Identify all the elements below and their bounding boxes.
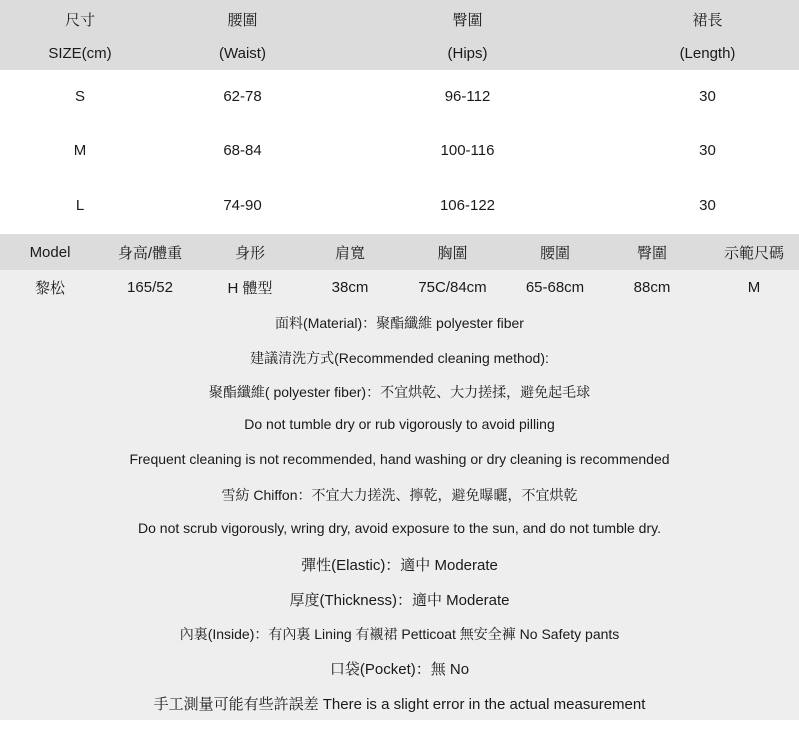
note-pocket: 口袋(Pocket)：無 No: [329, 661, 470, 678]
waist-cell: 68-84: [223, 142, 262, 159]
header-size-en: SIZE(cm): [48, 45, 112, 62]
note-frequent-cleaning: Frequent cleaning is not recommended, hand washing or dry cleaning is recommended: [129, 451, 670, 467]
model-header-cell: 身形: [234, 244, 265, 262]
model-header-cell: 臀圍: [636, 244, 667, 262]
model-cell: 88cm: [633, 279, 671, 296]
product-notes: [0, 305, 799, 720]
hips-cell: 96-112: [444, 88, 491, 105]
model-header-cell: 胸圍: [437, 244, 468, 262]
header-hips-en: (Hips): [447, 45, 488, 62]
model-cell: M: [747, 279, 761, 296]
size-row-l: [0, 179, 799, 233]
note-thickness: 厚度(Thickness)：適中 Moderate: [289, 592, 510, 609]
model-cell: 75C/84cm: [418, 279, 487, 296]
header-length-en: (Length): [679, 45, 736, 62]
header-length-zh: 裙長: [692, 12, 723, 29]
size-cell: M: [73, 142, 87, 159]
header-hips-zh: 臀圍: [452, 12, 483, 29]
length-cell: 30: [699, 88, 716, 105]
size-row-m: [0, 124, 799, 178]
waist-cell: 74-90: [223, 197, 262, 214]
length-cell: 30: [699, 142, 716, 159]
model-cell: 65-68cm: [525, 279, 585, 296]
size-cell: S: [74, 88, 85, 105]
size-table-header: [0, 0, 799, 70]
header-waist-en: (Waist): [219, 45, 266, 62]
size-cell: L: [75, 197, 85, 214]
hips-cell: 106-122: [439, 197, 496, 214]
note-polyester-care: 聚酯纖維( polyester fiber)：不宜烘乾、大力搓揉，避免起毛球: [208, 384, 591, 400]
note-measurement-error: 手工測量可能有些許誤差 There is a slight error in the actual measurement: [153, 696, 646, 713]
model-table-header: [0, 234, 799, 270]
model-cell: 165/52: [127, 279, 173, 296]
model-table: [0, 234, 799, 305]
note-inside: 內裏(Inside)：有內裏 Lining 有襯裙 Petticoat 無安全褲 No Safety pants: [179, 626, 620, 642]
header-waist-zh: 腰圍: [227, 12, 258, 29]
hips-cell: 100-116: [440, 142, 495, 159]
model-header-cell: 示範尺碼: [723, 244, 784, 262]
header-size-zh: 尺寸: [64, 12, 95, 29]
note-elastic: 彈性(Elastic)：適中 Moderate: [301, 557, 498, 574]
note-chiffon-care-en: Do not scrub vigorously, wring dry, avoid exposure to the sun, and do not tumble dry.: [138, 520, 661, 536]
model-cell: 黎松: [34, 280, 65, 297]
note-cleaning-title: 建議清洗方式(Recommended cleaning method):: [250, 350, 549, 366]
size-row-s: [0, 70, 799, 124]
size-table: [0, 0, 799, 214]
model-header-cell: 身高/體重: [117, 244, 183, 262]
model-table-row: [0, 270, 799, 305]
model-header-cell: 腰圍: [539, 244, 570, 262]
waist-cell: 62-78: [223, 88, 262, 105]
model-header-cell: 肩寬: [334, 244, 365, 262]
note-material: 面料(Material)：聚酯纖維 polyester fiber: [275, 315, 524, 331]
note-pilling: Do not tumble dry or rub vigorously to avoid pilling: [244, 416, 555, 432]
length-cell: 30: [699, 197, 716, 214]
note-chiffon-care: 雪紡 Chiffon：不宜大力搓洗、擰乾，避免曝曬，不宜烘乾: [221, 487, 578, 503]
model-cell: H 體型: [227, 280, 273, 297]
model-cell: 38cm: [331, 279, 369, 296]
model-header-cell: Model: [29, 243, 71, 261]
